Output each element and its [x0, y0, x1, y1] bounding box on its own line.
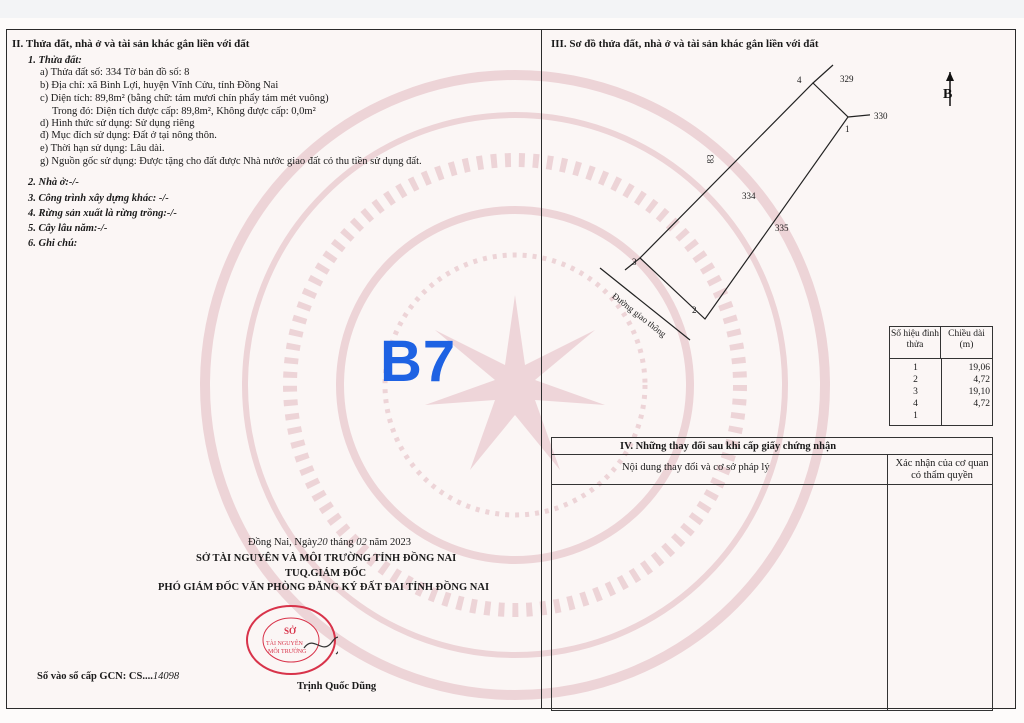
table-vertex-id: 1	[913, 411, 918, 421]
place-date: Đồng Nai, Ngày20 tháng 02 năm 2023	[248, 537, 412, 548]
parcel-335-label: 335	[775, 223, 789, 233]
month-handwritten: 02	[356, 537, 367, 548]
parcel-330-label: 330	[874, 111, 888, 121]
road-label: Đường giao thông	[610, 290, 669, 340]
forest-item: 4. Rừng sản xuất là rừng trồng:-/-	[28, 208, 177, 219]
section-iv-title: IV. Những thay đổi sau khi cấp giấy chứng nhận	[620, 441, 837, 452]
authorization: TUQ.GIÁM ĐỐC	[285, 568, 367, 579]
day-handwritten: 20	[317, 537, 328, 548]
table-vertex-id: 1	[913, 363, 918, 373]
top-bar	[0, 0, 1024, 18]
table-length-value: 4,72	[973, 375, 990, 385]
signer-name: Trịnh Quốc Dũng	[297, 681, 377, 692]
parcel-334-label: 334	[742, 191, 756, 201]
svg-text:MÔI TRƯỜNG: MÔI TRƯỜNG	[268, 649, 307, 655]
usage-form: d) Hình thức sử dụng: Sử dụng riêng	[40, 118, 195, 129]
land-heading: 1. Thửa đất:	[28, 55, 82, 66]
vertex-2-label: 2	[692, 305, 697, 315]
confirmation-column-header: Xác nhận của cơ quan có thẩm quyền	[895, 458, 989, 481]
perennial-item: 5. Cây lâu năm:-/-	[28, 223, 108, 234]
usage-term: e) Thời hạn sử dụng: Lâu dài.	[40, 143, 165, 154]
vertex-1-label: 1	[845, 124, 850, 134]
north-arrow-icon	[940, 72, 960, 106]
table-length-value: 19,06	[968, 363, 990, 373]
table-length-value: 4,72	[973, 399, 990, 409]
certificate-number: Số vào sổ cấp GCN: CS....14098	[37, 671, 180, 682]
issuing-org: SỞ TÀI NGUYÊN VÀ MÔI TRƯỜNG TỈNH ĐỒNG NAI	[196, 553, 457, 564]
usage-purpose: đ) Mục đích sử dụng: Đất ở tại nông thôn.	[40, 130, 217, 141]
table-header-length: Chiều dài (m)	[941, 327, 992, 359]
vertex-4-label: 4	[797, 75, 802, 85]
parcel-number: a) Thửa đất số: 334 Tờ bản đồ số: 8	[40, 67, 190, 78]
vertex-length-table	[889, 326, 993, 426]
overlay-label-b7: B7	[380, 329, 457, 394]
area: c) Diện tích: 89,8m² (bằng chữ: tám mươi chín phẩy tám mét vuông)	[40, 93, 329, 104]
table-vertex-id: 4	[913, 399, 918, 409]
usage-origin: g) Nguồn gốc sử dụng: Được tặng cho đất được Nhà nước giao đất có thu tiền sử dụng đất.	[40, 156, 422, 167]
table-length-value: 19,10	[968, 387, 990, 397]
construction-item: 3. Công trình xây dựng khác: -/-	[28, 193, 169, 204]
house-item: 2. Nhà ở:-/-	[28, 177, 79, 188]
parcel-329-label: 329	[840, 74, 854, 84]
table-vertex-id: 3	[913, 387, 918, 397]
table-header-vertex: Số hiệu đỉnh thửa	[890, 327, 941, 359]
certificate-number-value: 14098	[152, 671, 180, 682]
section-iii-title: III. Sơ đồ thửa đất, nhà ở và tài sản khác gắn liền với đất	[551, 38, 819, 50]
changes-column-header: Nội dung thay đổi và cơ sở pháp lý	[622, 462, 770, 473]
official-seal	[244, 604, 338, 676]
vertex-3-label: 3	[632, 257, 637, 267]
svg-text:SỞ: SỞ	[284, 626, 297, 636]
notes-item: 6. Ghi chú:	[28, 238, 78, 249]
signer-role: PHÓ GIÁM ĐỐC VĂN PHÒNG ĐĂNG KÝ ĐẤT ĐAI TỈNH ĐỒNG NAI	[158, 582, 490, 593]
address: b) Địa chỉ: xã Bình Lợi, huyện Vĩnh Cửu, tỉnh Đồng Nai	[40, 80, 279, 91]
section-ii-title: II. Thửa đất, nhà ở và tài sản khác gắn liền với đất	[12, 38, 250, 50]
area-detail: Trong đó: Diện tích được cấp: 89,8m², Không được cấp: 0,0m²	[52, 106, 316, 117]
table-vertex-id: 2	[913, 375, 918, 385]
column-divider	[541, 29, 542, 709]
svg-text:TÀI NGUYÊN: TÀI NGUYÊN	[266, 641, 303, 647]
svg-text:B: B	[943, 87, 953, 102]
section-iv-box	[551, 437, 993, 711]
parcel-83-label: 83	[705, 154, 716, 164]
